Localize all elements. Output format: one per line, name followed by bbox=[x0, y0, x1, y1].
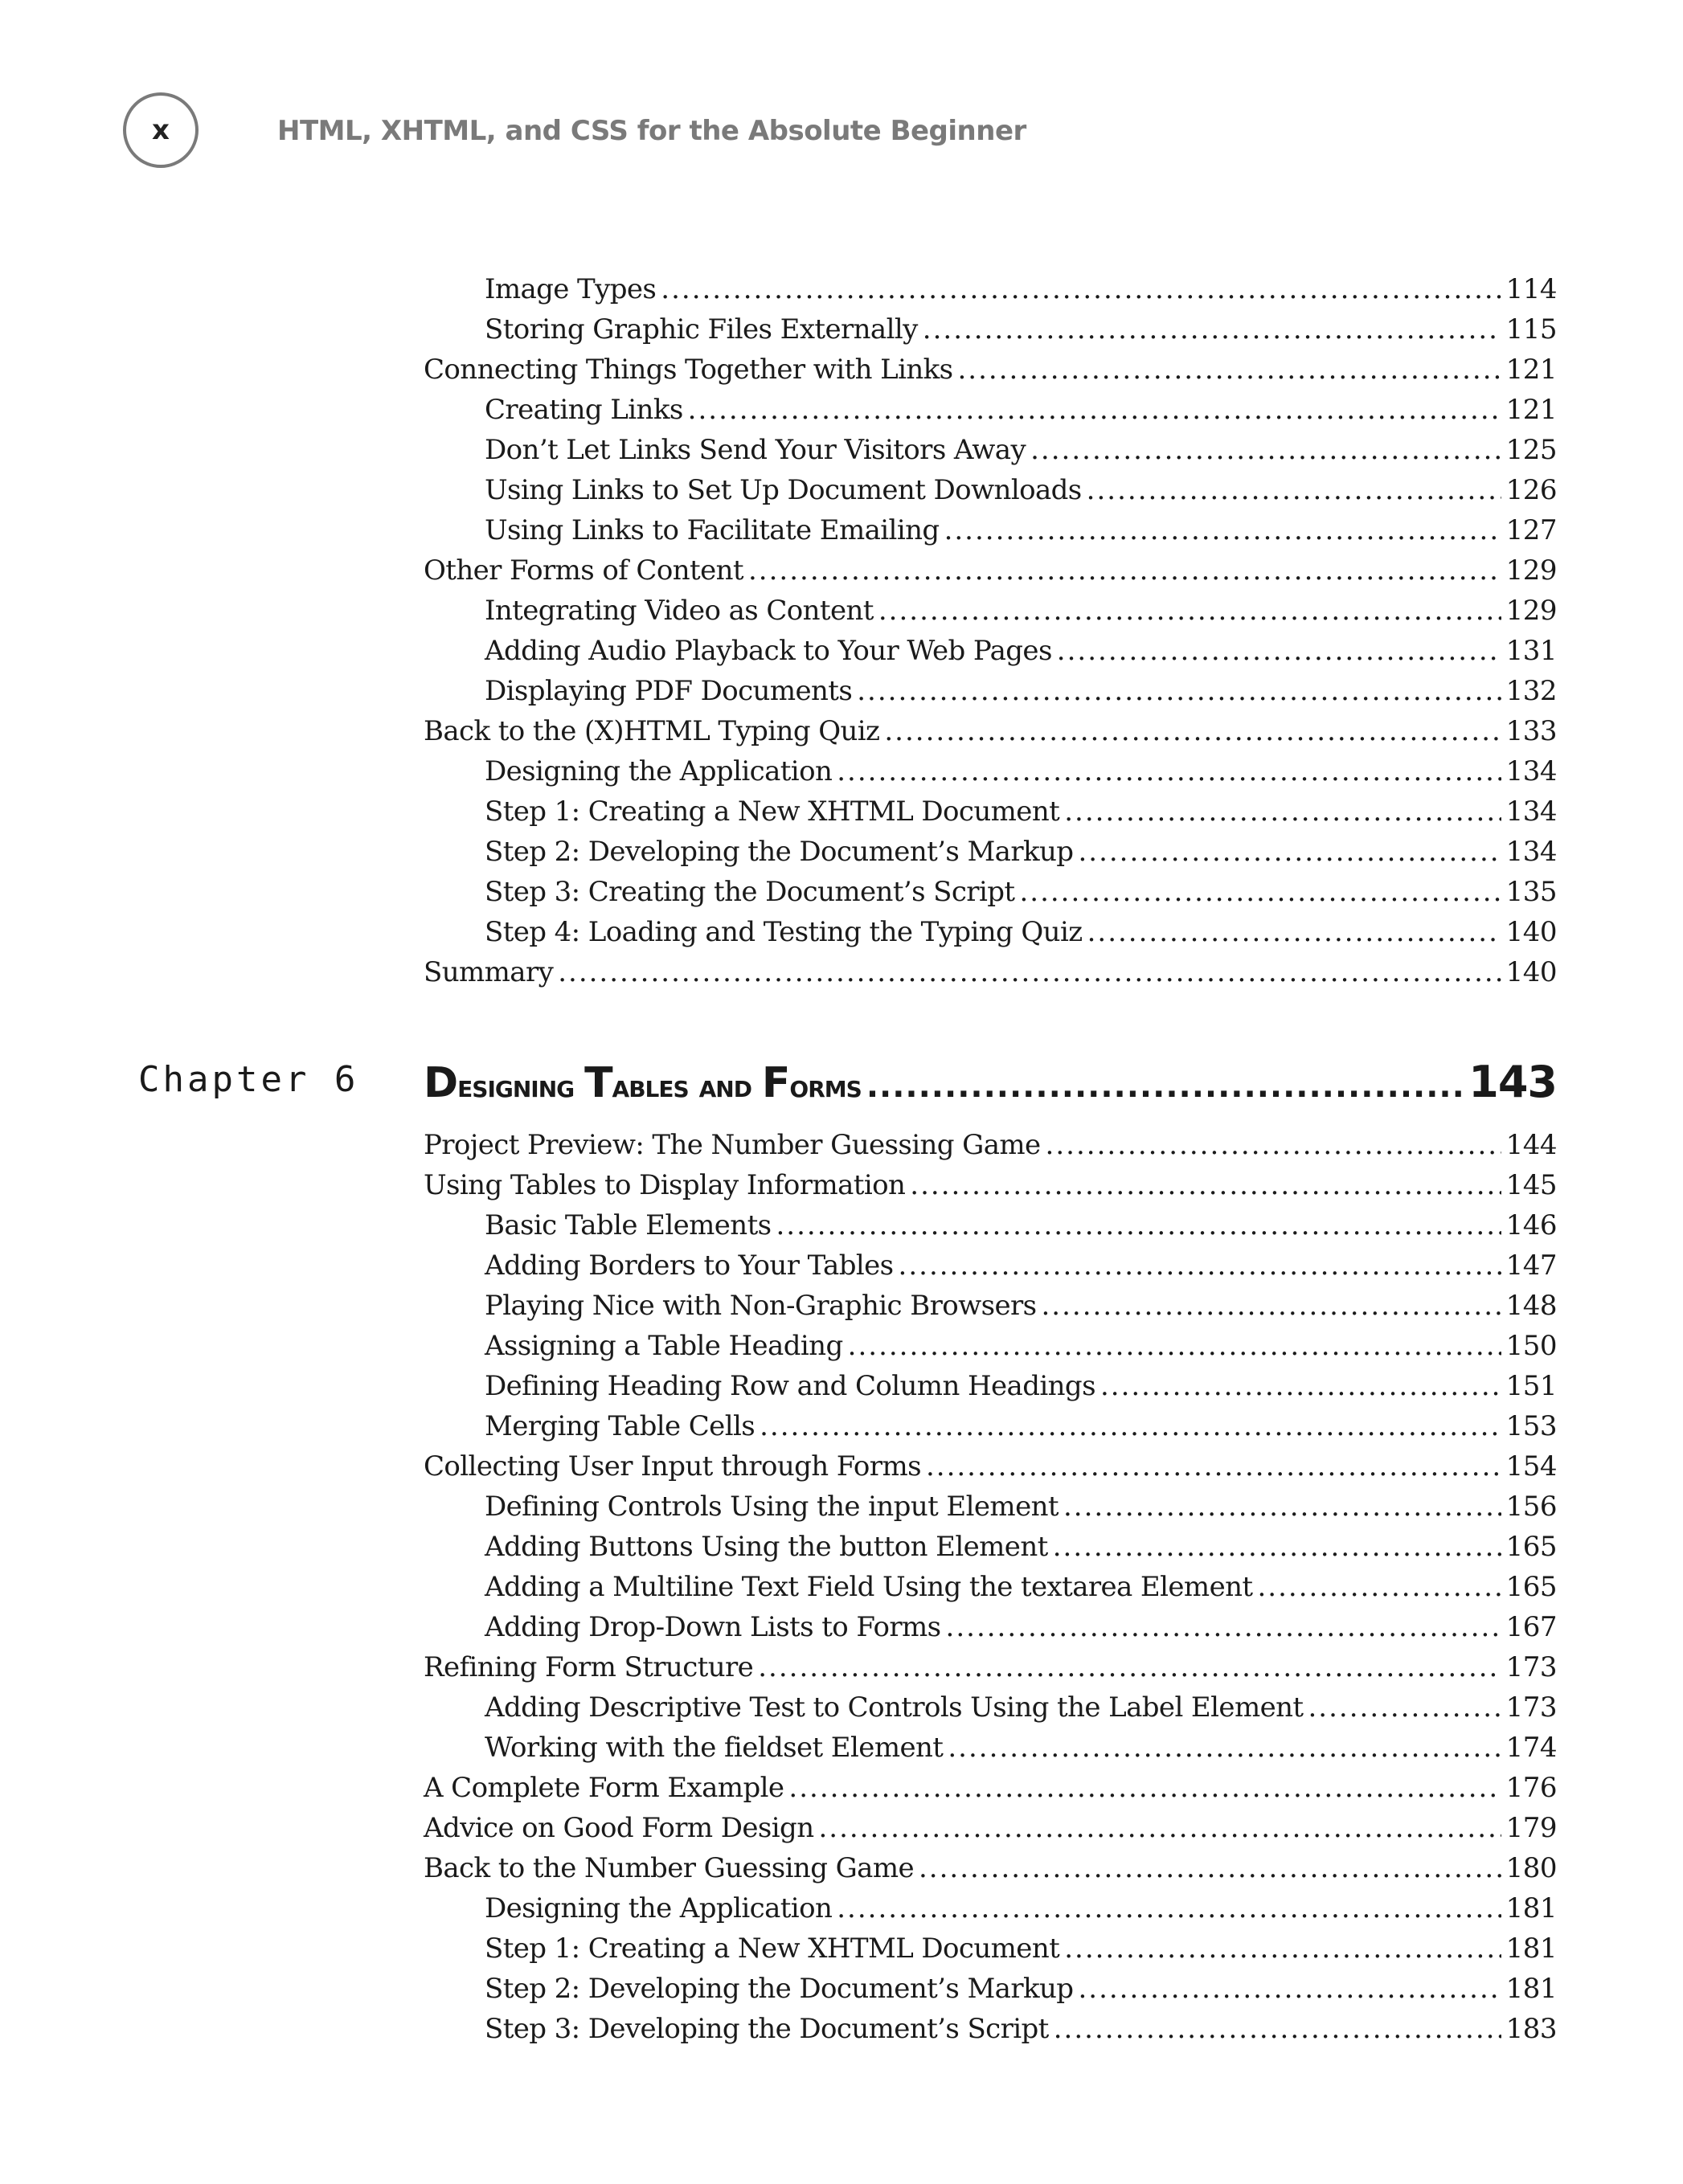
dot-leader bbox=[661, 269, 1501, 309]
dot-leader bbox=[837, 751, 1501, 791]
toc-entry[interactable] bbox=[424, 1286, 1557, 1326]
toc-entry-page: 135 bbox=[1505, 876, 1557, 908]
toc-entry-title: Step 4: Loading and Testing the Typing Quiz bbox=[485, 916, 1083, 948]
toc-entry-page: 173 bbox=[1505, 1691, 1557, 1724]
chapter-title bbox=[424, 1055, 862, 1114]
toc-entry[interactable] bbox=[424, 1687, 1557, 1728]
toc-entry-title: Step 3: Creating the Document’s Script bbox=[485, 876, 1015, 908]
dot-leader bbox=[866, 1058, 1464, 1114]
toc-entry-title: Adding Drop-Down Lists to Forms bbox=[485, 1611, 941, 1643]
toc-entry-title: Merging Table Cells bbox=[485, 1410, 756, 1442]
toc-entry-title: Adding Descriptive Test to Controls Using the Label Element bbox=[485, 1691, 1304, 1724]
toc-entry-page: 121 bbox=[1505, 354, 1557, 386]
dot-leader bbox=[899, 1245, 1501, 1286]
toc-entry-title: Step 2: Developing the Document’s Markup bbox=[485, 1973, 1074, 2005]
toc-entry[interactable] bbox=[424, 1969, 1557, 2009]
toc-entry[interactable] bbox=[424, 1647, 1557, 1687]
toc-entry[interactable] bbox=[424, 1928, 1557, 1969]
dot-leader bbox=[884, 711, 1501, 751]
toc-entry-title: Step 1: Creating a New XHTML Document bbox=[485, 1932, 1060, 1965]
toc-entry[interactable] bbox=[424, 711, 1557, 751]
dot-leader bbox=[1053, 1527, 1501, 1567]
toc-entry-title: Adding Buttons Using the button Element bbox=[485, 1531, 1048, 1563]
chapter-title-cap-1: D bbox=[424, 1059, 458, 1107]
toc-entry-title: Displaying PDF Documents bbox=[485, 675, 853, 707]
toc-entry-title: Basic Table Elements bbox=[485, 1209, 772, 1241]
dot-leader bbox=[948, 1728, 1501, 1768]
toc-entry-page: 144 bbox=[1505, 1129, 1557, 1161]
toc-entry-page: 165 bbox=[1505, 1571, 1557, 1603]
toc-entry[interactable] bbox=[424, 751, 1557, 791]
toc-entry-page: 156 bbox=[1505, 1491, 1557, 1523]
toc-entry-title: Step 2: Developing the Document’s Markup bbox=[485, 836, 1074, 868]
toc-entry-title: Step 1: Creating a New XHTML Document bbox=[485, 795, 1060, 828]
toc-entry-page: 129 bbox=[1505, 554, 1557, 587]
toc-entry[interactable] bbox=[424, 1487, 1557, 1527]
dot-leader bbox=[857, 671, 1501, 711]
toc-entry-title: Creating Links bbox=[485, 394, 683, 426]
toc-entry-page: 167 bbox=[1505, 1611, 1557, 1643]
toc-entry[interactable] bbox=[424, 510, 1557, 550]
dot-leader bbox=[837, 1888, 1501, 1928]
toc-entry-title: Using Tables to Display Information bbox=[424, 1169, 906, 1201]
toc-entry-title: Image Types bbox=[485, 273, 657, 305]
toc-entry-title: Integrating Video as Content bbox=[485, 595, 874, 627]
dot-leader bbox=[1308, 1687, 1501, 1728]
toc-entry-page: 181 bbox=[1505, 1973, 1557, 2005]
toc-entry-page: 181 bbox=[1505, 1892, 1557, 1924]
toc-entry-page: 132 bbox=[1505, 675, 1557, 707]
chapter-title-part-1: esigning bbox=[457, 1068, 585, 1105]
dot-leader bbox=[878, 591, 1501, 631]
dot-leader bbox=[1257, 1567, 1501, 1607]
toc-entry-title: Playing Nice with Non-Graphic Browsers bbox=[485, 1290, 1037, 1322]
toc-entry-page: 127 bbox=[1505, 514, 1557, 546]
toc-entry[interactable] bbox=[424, 1245, 1557, 1286]
toc-entry-page: 125 bbox=[1505, 434, 1557, 466]
toc-entry[interactable] bbox=[424, 470, 1557, 510]
dot-leader bbox=[776, 1205, 1501, 1245]
chapter-title-part-3: orms bbox=[789, 1068, 862, 1105]
dot-leader bbox=[1064, 791, 1501, 832]
dot-leader bbox=[926, 1446, 1501, 1487]
dot-leader bbox=[1078, 832, 1501, 872]
toc-entry[interactable] bbox=[424, 1567, 1557, 1607]
toc-entry-page: 146 bbox=[1505, 1209, 1557, 1241]
toc-entry-title: Defining Heading Row and Column Headings bbox=[485, 1370, 1095, 1402]
dot-leader bbox=[688, 390, 1501, 430]
chapter-label: Chapter 6 bbox=[138, 1059, 359, 1100]
toc-entry[interactable] bbox=[424, 1888, 1557, 1928]
dot-leader bbox=[1046, 1125, 1501, 1165]
toc-entry-title: Storing Graphic Files Externally bbox=[485, 313, 918, 346]
toc-entry-title: Adding Borders to Your Tables bbox=[485, 1249, 894, 1282]
toc-entry-page: 150 bbox=[1505, 1330, 1557, 1362]
dot-leader bbox=[1063, 1487, 1501, 1527]
dot-leader bbox=[1030, 430, 1501, 470]
toc-entry[interactable] bbox=[424, 952, 1557, 992]
toc-entry-title: Connecting Things Together with Links bbox=[424, 354, 953, 386]
dot-leader bbox=[1078, 1969, 1501, 2009]
dot-leader bbox=[760, 1406, 1501, 1446]
dot-leader bbox=[1041, 1286, 1501, 1326]
dot-leader bbox=[819, 1808, 1501, 1848]
toc-entry-title: Don’t Let Links Send Your Visitors Away bbox=[485, 434, 1026, 466]
chapter-title-entry[interactable] bbox=[424, 1054, 1557, 1110]
toc-entry[interactable] bbox=[424, 550, 1557, 591]
toc-entry-title: Working with the fieldset Element bbox=[485, 1732, 944, 1764]
dot-leader bbox=[848, 1326, 1501, 1366]
toc-section-chapter-6 bbox=[424, 1125, 1557, 2049]
toc-entry[interactable] bbox=[424, 912, 1557, 952]
toc-entry-page: 145 bbox=[1505, 1169, 1557, 1201]
page-number: x bbox=[152, 114, 170, 146]
toc-entry[interactable] bbox=[424, 671, 1557, 711]
toc-entry-title: Assigning a Table Heading bbox=[485, 1330, 843, 1362]
dot-leader bbox=[748, 550, 1501, 591]
toc-entry-title: Adding a Multiline Text Field Using the textarea Element bbox=[485, 1571, 1253, 1603]
toc-entry-page: 173 bbox=[1505, 1651, 1557, 1683]
dot-leader bbox=[1057, 631, 1501, 671]
toc-entry-title: Using Links to Set Up Document Downloads bbox=[485, 474, 1082, 506]
chapter-title-cap-3: F bbox=[761, 1059, 790, 1107]
dot-leader bbox=[1087, 470, 1501, 510]
toc-entry-page: 129 bbox=[1505, 595, 1557, 627]
dot-leader bbox=[1087, 912, 1501, 952]
toc-entry-page: 180 bbox=[1505, 1852, 1557, 1884]
toc-entry-title: Project Preview: The Number Guessing Game bbox=[424, 1129, 1041, 1161]
dot-leader bbox=[1054, 2009, 1501, 2049]
toc-entry[interactable] bbox=[424, 1527, 1557, 1567]
toc-entry-title: Adding Audio Playback to Your Web Pages bbox=[485, 635, 1052, 667]
toc-entry[interactable] bbox=[424, 1205, 1557, 1245]
toc-entry-title: Refining Form Structure bbox=[424, 1651, 754, 1683]
dot-leader bbox=[1019, 872, 1501, 912]
toc-entry[interactable] bbox=[424, 1808, 1557, 1848]
toc-entry-title: Advice on Good Form Design bbox=[424, 1812, 814, 1844]
toc-entry-page: 134 bbox=[1505, 755, 1557, 787]
toc-entry-page: 134 bbox=[1505, 795, 1557, 828]
toc-entry[interactable] bbox=[424, 1165, 1557, 1205]
toc-entry[interactable] bbox=[424, 631, 1557, 671]
toc-entry-title: Step 3: Developing the Document’s Script bbox=[485, 2013, 1049, 2045]
toc-entry-page: 134 bbox=[1505, 836, 1557, 868]
dot-leader bbox=[923, 309, 1501, 350]
toc-entry-page: 133 bbox=[1505, 715, 1557, 747]
dot-leader bbox=[788, 1768, 1501, 1808]
toc-entry[interactable] bbox=[424, 1728, 1557, 1768]
toc-entry-page: 174 bbox=[1505, 1732, 1557, 1764]
toc-entry-page: 148 bbox=[1505, 1290, 1557, 1322]
toc-entry[interactable] bbox=[424, 591, 1557, 631]
toc-entry[interactable] bbox=[424, 430, 1557, 470]
toc-entry[interactable] bbox=[424, 269, 1557, 309]
toc-entry-page: 147 bbox=[1505, 1249, 1557, 1282]
dot-leader bbox=[558, 952, 1501, 992]
toc-entry[interactable] bbox=[424, 1607, 1557, 1647]
toc-entry[interactable] bbox=[424, 350, 1557, 390]
toc-entry-page: 176 bbox=[1505, 1772, 1557, 1804]
toc-entry[interactable] bbox=[424, 1768, 1557, 1808]
toc-entry[interactable] bbox=[424, 872, 1557, 912]
toc-entry-page: 140 bbox=[1505, 916, 1557, 948]
toc-entry[interactable] bbox=[424, 1406, 1557, 1446]
toc-entry[interactable] bbox=[424, 1848, 1557, 1888]
chapter-page-number: 143 bbox=[1468, 1057, 1557, 1107]
toc-entry[interactable] bbox=[424, 1326, 1557, 1366]
toc-entry-page: 153 bbox=[1505, 1410, 1557, 1442]
toc-entry-page: 181 bbox=[1505, 1932, 1557, 1965]
toc-entry[interactable] bbox=[424, 2009, 1557, 2049]
toc-entry[interactable] bbox=[424, 1446, 1557, 1487]
dot-leader bbox=[758, 1647, 1501, 1687]
toc-entry-title: Back to the (X)HTML Typing Quiz bbox=[424, 715, 880, 747]
dot-leader bbox=[1100, 1366, 1501, 1406]
toc-entry-page: 140 bbox=[1505, 956, 1557, 988]
running-head: HTML, XHTML, and CSS for the Absolute Beginner bbox=[277, 115, 1026, 147]
toc-entry[interactable] bbox=[424, 1366, 1557, 1406]
toc-entry-page: 121 bbox=[1505, 394, 1557, 426]
toc-entry-page: 114 bbox=[1505, 273, 1557, 305]
toc-entry[interactable] bbox=[424, 390, 1557, 430]
toc-entry-page: 126 bbox=[1505, 474, 1557, 506]
toc-entry-title: A Complete Form Example bbox=[424, 1772, 784, 1804]
dot-leader bbox=[1064, 1928, 1501, 1969]
toc-entry[interactable] bbox=[424, 1125, 1557, 1165]
toc-entry-page: 154 bbox=[1505, 1450, 1557, 1483]
toc-entry-page: 115 bbox=[1505, 313, 1557, 346]
toc-section-previous-chapter bbox=[424, 269, 1557, 992]
dot-leader bbox=[919, 1848, 1501, 1888]
toc-entry-page: 131 bbox=[1505, 635, 1557, 667]
toc-entry-title: Designing the Application bbox=[485, 1892, 833, 1924]
dot-leader bbox=[958, 350, 1501, 390]
toc-entry-title: Using Links to Facilitate Emailing bbox=[485, 514, 940, 546]
page-number-badge bbox=[123, 92, 199, 168]
dot-leader bbox=[910, 1165, 1501, 1205]
toc-entry-page: 183 bbox=[1505, 2013, 1557, 2045]
toc-entry-title: Other Forms of Content bbox=[424, 554, 743, 587]
toc-entry-title: Summary bbox=[424, 956, 554, 988]
dot-leader bbox=[946, 1607, 1501, 1647]
toc-entry-title: Designing the Application bbox=[485, 755, 833, 787]
toc-entry-page: 165 bbox=[1505, 1531, 1557, 1563]
dot-leader bbox=[944, 510, 1501, 550]
toc-entry[interactable] bbox=[424, 309, 1557, 350]
chapter-title-cap-2: T bbox=[584, 1059, 612, 1107]
toc-entry-page: 151 bbox=[1505, 1370, 1557, 1402]
toc-entry-title: Defining Controls Using the input Element bbox=[485, 1491, 1059, 1523]
chapter-title-part-2: ables and bbox=[612, 1068, 762, 1105]
toc-entry-title: Collecting User Input through Forms bbox=[424, 1450, 921, 1483]
toc-entry[interactable] bbox=[424, 791, 1557, 832]
toc-entry-page: 179 bbox=[1505, 1812, 1557, 1844]
toc-entry-title: Back to the Number Guessing Game bbox=[424, 1852, 914, 1884]
toc-entry[interactable] bbox=[424, 832, 1557, 872]
